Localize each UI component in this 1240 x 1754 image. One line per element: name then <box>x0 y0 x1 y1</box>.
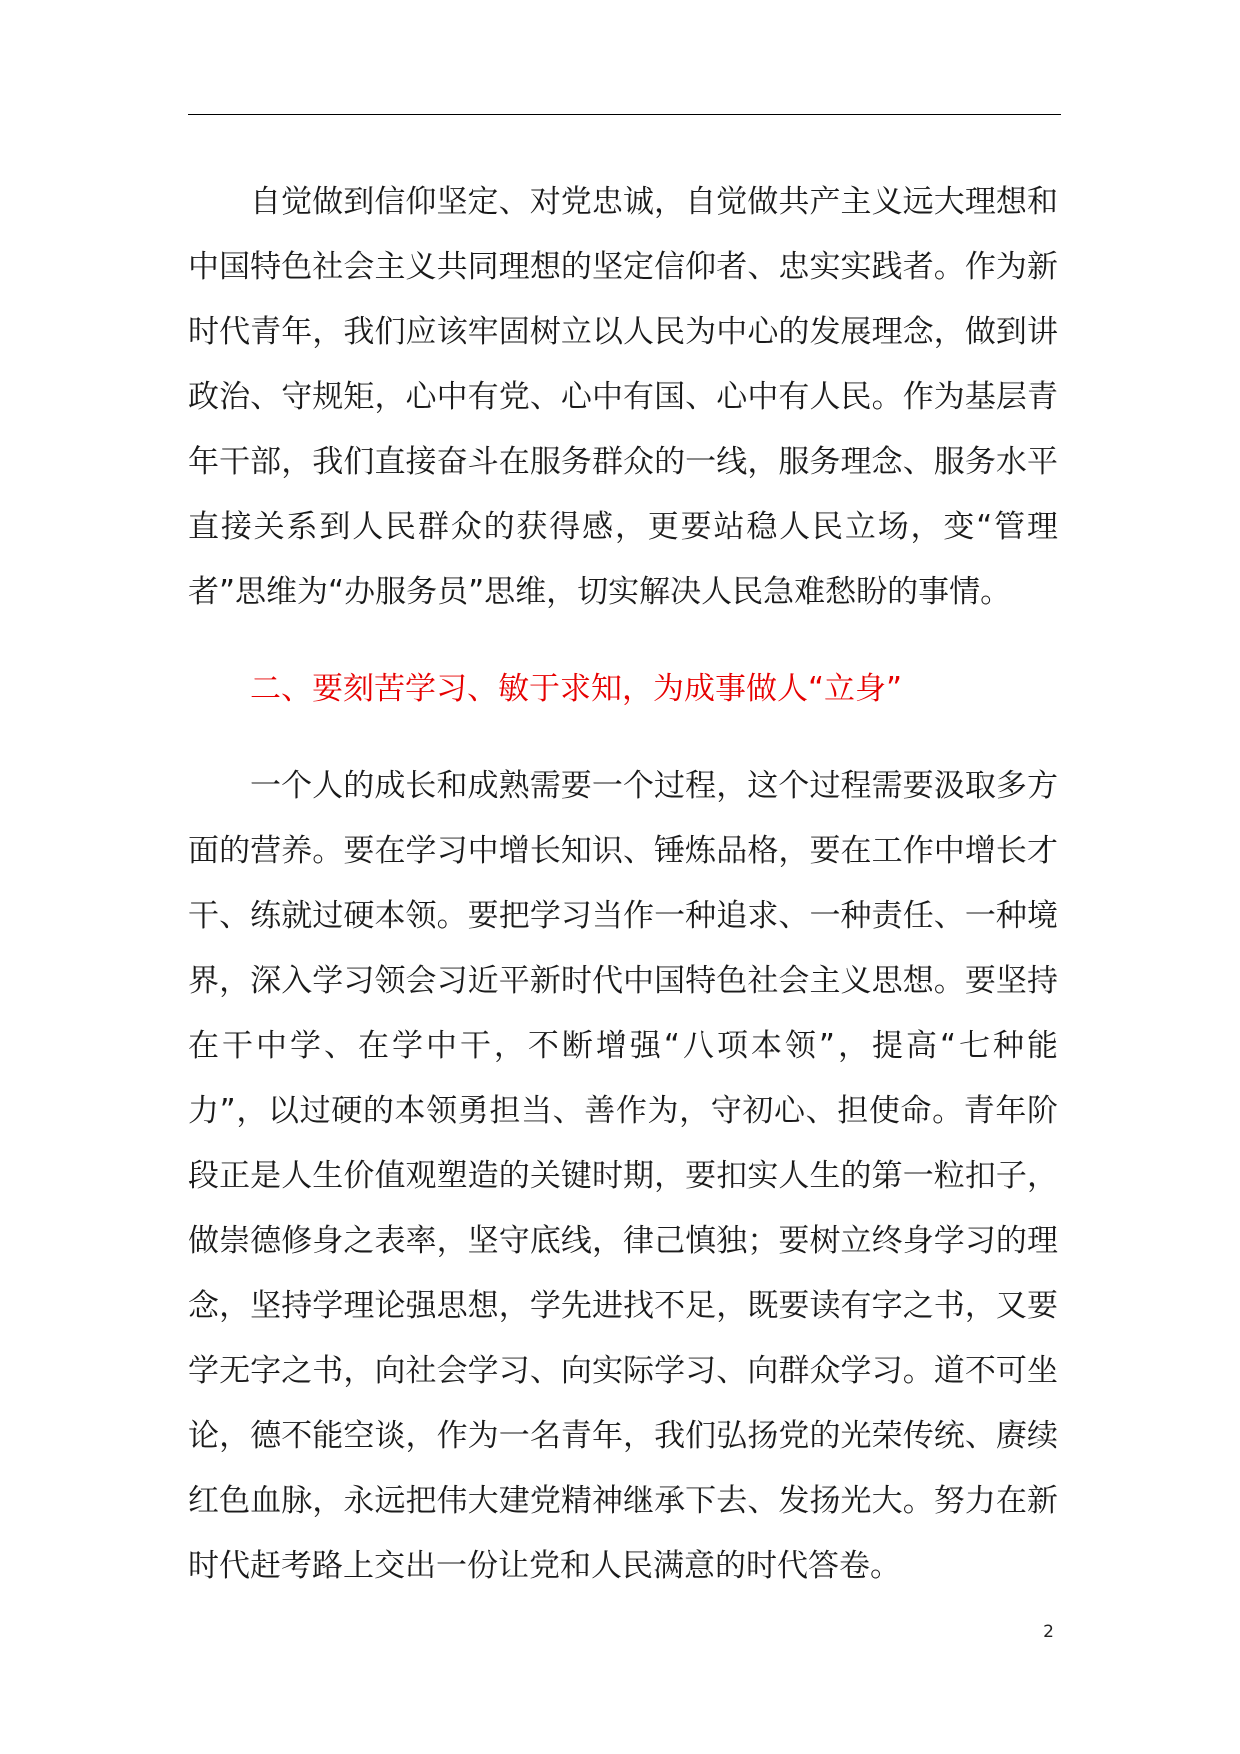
section-heading: 二、要刻苦学习、敏于求知，为成事做人“立身” <box>250 671 903 707</box>
header-rule <box>188 114 1061 115</box>
page-number: 2 <box>1043 1622 1054 1642</box>
document-body <box>188 170 1058 1599</box>
paragraph-loyalty: 自觉做到信仰坚定、对党忠诚，自觉做共产主义远大理想和中国特色社会主义共同理想的坚定信仰者、忠实实践者。作为新时代青年，我们应该牢固树立以人民为中心的发展理念，做到讲政治、守规矩，心中有党、心中有国、心中有人民。作为基层青年干部，我们直接奋斗在服务群众的一线，服务理念、服务水平直接关系到人民群众的获得感，更要站稳人民立场，变“管理者”思维为“办服务员”思维，切实解决人民急难愁盼的事情。 <box>188 184 1058 610</box>
paragraph-learning: 一个人的成长和成熟需要一个过程，这个过程需要汲取多方面的营养。要在学习中增长知识、锤炼品格，要在工作中增长才干、练就过硬本领。要把学习当作一种追求、一种责任、一种境界，深入学习领会习近平新时代中国特色社会主义思想。要坚持在干中学、在学中干，不断增强“八项本领”，提高“七种能力”，以过硬的本领勇担当、善作为，守初心、担使命。青年阶段正是人生价值观塑造的关键时期，要扣实人生的第一粒扣子，做崇德修身之表率，坚守底线，律己慎独；要树立终身学习的理念，坚持学理论强思想，学先进找不足，既要读有字之书，又要学无字之书，向社会学习、向实际学习、向群众学习。道不可坐论，德不能空谈，作为一名青年，我们弘扬党的光荣传统、赓续红色血脉，永远把伟大建党精神继承下去、发扬光大。努力在新时代赶考路上交出一份让党和人民满意的时代答卷。 <box>188 768 1058 1584</box>
